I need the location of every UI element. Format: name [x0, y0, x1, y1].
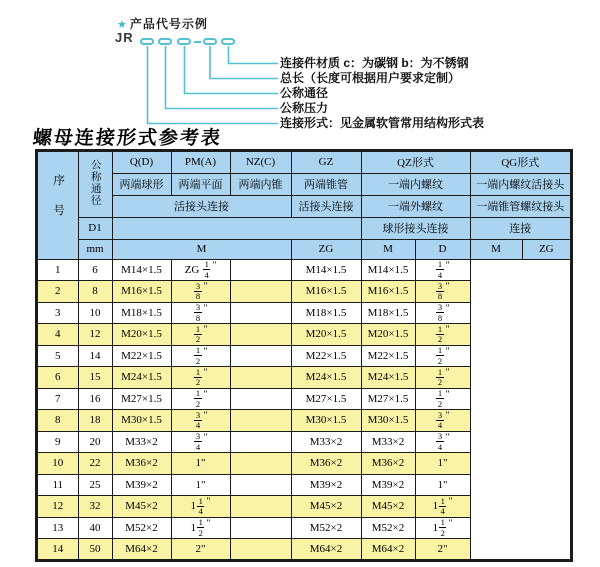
- cell-seq: 10: [37, 453, 78, 475]
- cell-seq: 7: [37, 388, 78, 410]
- header-qz: QZ形式: [361, 151, 470, 173]
- table-row: [37, 345, 571, 367]
- cell-m: M18×1.5: [112, 302, 171, 324]
- cell-gz-zg: $\frac{3}{4}$ ": [171, 431, 230, 453]
- cell-m: M45×2: [112, 496, 171, 518]
- cell-qz-d: M20×1.5: [291, 324, 361, 346]
- header-union-joint: 活接头连接: [112, 195, 291, 217]
- cell-qg-m: M45×2: [361, 496, 415, 518]
- cell-m: M36×2: [112, 453, 171, 475]
- cell-seq: 6: [37, 367, 78, 389]
- cell-gz-zg: $\frac{3}{8}$ ": [171, 302, 230, 324]
- cell-seq: 3: [37, 302, 78, 324]
- table-row: [37, 431, 571, 453]
- cell-dn: 16: [78, 388, 112, 410]
- cell-qg-zg: $\frac{3}{4}$ ": [415, 431, 470, 453]
- cell-qg-m: M16×1.5: [361, 281, 415, 303]
- cell-qz-d: M24×1.5: [291, 367, 361, 389]
- cell-qz-m: [230, 431, 291, 453]
- star-icon: ★: [117, 19, 128, 31]
- cell-qz-m: [230, 453, 291, 475]
- cell-seq: 14: [37, 539, 78, 561]
- header-nz: NZ(C): [230, 151, 291, 173]
- cell-qg-zg: $\frac{1}{2}$ ": [415, 367, 470, 389]
- cell-qg-zg: $\frac{3}{8}$ ": [415, 281, 470, 303]
- cell-qg-zg: 2": [415, 539, 470, 561]
- cell-gz-zg: 1": [171, 474, 230, 496]
- cell-qg-m: M20×1.5: [361, 324, 415, 346]
- cell-gz-zg: $\frac{1}{2}$ ": [171, 324, 230, 346]
- header-pm-sub: 两端平面: [171, 173, 230, 195]
- cell-dn: 14: [78, 345, 112, 367]
- cell-gz-zg: 1 $\frac{1}{4}$ ": [171, 496, 230, 518]
- cell-gz-zg: 1 $\frac{1}{2}$ ": [171, 517, 230, 539]
- cell-seq: 11: [37, 474, 78, 496]
- table-row: [37, 259, 571, 281]
- table-row: [37, 281, 571, 303]
- cell-gz-zg: ZG $\frac{1}{4}$ ": [171, 259, 230, 281]
- cell-dn: 10: [78, 302, 112, 324]
- cell-qz-d: M14×1.5: [291, 259, 361, 281]
- header-qg: QG形式: [470, 151, 571, 173]
- header-qg-sub2: 一端锥管螺纹接头: [470, 195, 571, 217]
- cell-m: M39×2: [112, 474, 171, 496]
- header-gz-joint: 活接头连接: [291, 195, 361, 217]
- cell-qz-m: [230, 517, 291, 539]
- cell-m: M64×2: [112, 539, 171, 561]
- cell-dn: 12: [78, 324, 112, 346]
- cell-seq: 2: [37, 281, 78, 303]
- cell-qz-d: M39×2: [291, 474, 361, 496]
- header-qz-sub2: 一端外螺纹: [361, 195, 470, 217]
- cell-gz-zg: 2": [171, 539, 230, 561]
- cell-qg-m: M39×2: [361, 474, 415, 496]
- header-m: M: [112, 239, 291, 259]
- table-row: [37, 517, 571, 539]
- header-q: Q(D): [112, 151, 171, 173]
- cell-qz-d: M52×2: [291, 517, 361, 539]
- cell-qg-m: M64×2: [361, 539, 415, 561]
- cell-m: M30×1.5: [112, 410, 171, 432]
- callout-total-length: 总长（长度可根据用户要求定制）: [280, 71, 461, 85]
- cell-qg-m: M36×2: [361, 453, 415, 475]
- cell-qz-d: M64×2: [291, 539, 361, 561]
- callout-nominal-pressure: 公称压力: [280, 101, 329, 115]
- cell-gz-zg: $\frac{1}{2}$ ": [171, 367, 230, 389]
- cell-gz-zg: $\frac{3}{8}$ ": [171, 281, 230, 303]
- code-callout-labels: [280, 56, 484, 131]
- cell-qz-d: M36×2: [291, 453, 361, 475]
- callout-connection-type: 连接形式：见金属软管常用结构形式表: [280, 116, 485, 130]
- cell-qz-m: [230, 474, 291, 496]
- header-q-sub: 两端球形: [112, 173, 171, 195]
- table-row: [37, 453, 571, 475]
- cell-m: M33×2: [112, 431, 171, 453]
- cell-qg-zg: 1": [415, 453, 470, 475]
- cell-dn: 32: [78, 496, 112, 518]
- table-row: [37, 474, 571, 496]
- cell-seq: 9: [37, 431, 78, 453]
- cell-qg-m: M24×1.5: [361, 367, 415, 389]
- header-blank: [112, 217, 361, 239]
- header-nz-sub: 两端内锥: [230, 173, 291, 195]
- callout-material: 连接件材质 c：为碳钢 b：为不锈钢: [280, 56, 469, 70]
- cell-qg-m: M30×1.5: [361, 410, 415, 432]
- cell-qz-m: [230, 345, 291, 367]
- table-row: [37, 539, 571, 561]
- cell-dn: 25: [78, 474, 112, 496]
- table-title: 螺母连接形式参考表: [31, 128, 223, 149]
- cell-m: M27×1.5: [112, 388, 171, 410]
- header-gz: GZ: [291, 151, 361, 173]
- cell-qz-m: [230, 281, 291, 303]
- table-row: [37, 388, 571, 410]
- header-d1: D1: [78, 217, 112, 239]
- cell-m: M22×1.5: [112, 345, 171, 367]
- table-row: [37, 367, 571, 389]
- callout-nominal-diameter: 公称通径: [280, 86, 329, 100]
- cell-qz-d: M45×2: [291, 496, 361, 518]
- product-code-example-label: 产品代号示例: [129, 17, 208, 31]
- product-code-prefix: JR: [115, 30, 134, 45]
- cell-qz-d: M30×1.5: [291, 410, 361, 432]
- header-qg-m: M: [470, 239, 522, 259]
- cell-qz-m: [230, 496, 291, 518]
- cell-qg-zg: $\frac{1}{2}$ ": [415, 388, 470, 410]
- cell-dn: 22: [78, 453, 112, 475]
- cell-qg-m: M22×1.5: [361, 345, 415, 367]
- cell-m: M20×1.5: [112, 324, 171, 346]
- cell-m: M24×1.5: [112, 367, 171, 389]
- cell-dn: 15: [78, 367, 112, 389]
- cell-m: M16×1.5: [112, 281, 171, 303]
- cell-seq: 4: [37, 324, 78, 346]
- cell-qg-m: M33×2: [361, 431, 415, 453]
- cell-gz-zg: $\frac{1}{2}$ ": [171, 388, 230, 410]
- cell-gz-zg: $\frac{3}{4}$ ": [171, 410, 230, 432]
- cell-dn: 6: [78, 259, 112, 281]
- cell-qg-zg: 1 $\frac{1}{4}$ ": [415, 496, 470, 518]
- cell-qg-zg: $\frac{1}{2}$ ": [415, 324, 470, 346]
- cell-qg-zg: $\frac{3}{4}$ ": [415, 410, 470, 432]
- header-qz-d: D: [415, 239, 470, 259]
- header-zg: ZG: [291, 239, 361, 259]
- cell-m: M14×1.5: [112, 259, 171, 281]
- cell-m: M52×2: [112, 517, 171, 539]
- cell-qg-zg: $\frac{1}{2}$ ": [415, 345, 470, 367]
- cell-gz-zg: 1": [171, 453, 230, 475]
- table-row: [37, 324, 571, 346]
- header-qg-sub3: 连接: [470, 217, 571, 239]
- cell-qz-d: M18×1.5: [291, 302, 361, 324]
- header-qg-sub1: 一端内螺纹活接头: [470, 173, 571, 195]
- cell-qg-zg: 1": [415, 474, 470, 496]
- header-pm: PM(A): [171, 151, 230, 173]
- cell-gz-zg: $\frac{1}{2}$ ": [171, 345, 230, 367]
- table-row: [37, 302, 571, 324]
- cell-qz-m: [230, 259, 291, 281]
- cell-qz-m: [230, 388, 291, 410]
- cell-qg-m: M52×2: [361, 517, 415, 539]
- header-index: 序号: [37, 151, 78, 259]
- cell-dn: 18: [78, 410, 112, 432]
- cell-seq: 5: [37, 345, 78, 367]
- cell-qz-m: [230, 367, 291, 389]
- cell-qz-d: M27×1.5: [291, 388, 361, 410]
- cell-qg-zg: 1 $\frac{1}{2}$ ": [415, 517, 470, 539]
- cell-qz-m: [230, 302, 291, 324]
- cell-qg-m: M14×1.5: [361, 259, 415, 281]
- cell-qz-m: [230, 410, 291, 432]
- cell-seq: 13: [37, 517, 78, 539]
- cell-qz-d: M22×1.5: [291, 345, 361, 367]
- cell-qg-m: M18×1.5: [361, 302, 415, 324]
- cell-qz-m: [230, 539, 291, 561]
- header-qz-m: M: [361, 239, 415, 259]
- cell-dn: 50: [78, 539, 112, 561]
- cell-qg-zg: $\frac{3}{8}$ ": [415, 302, 470, 324]
- cell-dn: 8: [78, 281, 112, 303]
- header-qz-sub1: 一端内螺纹: [361, 173, 470, 195]
- cell-qz-m: [230, 324, 291, 346]
- cell-seq: 1: [37, 259, 78, 281]
- header-mm: mm: [78, 239, 112, 259]
- cell-seq: 8: [37, 410, 78, 432]
- table-row: [37, 496, 571, 518]
- cell-seq: 12: [37, 496, 78, 518]
- cell-qz-d: M16×1.5: [291, 281, 361, 303]
- header-qg-zg: ZG: [522, 239, 571, 259]
- cell-qg-zg: $\frac{1}{4}$ ": [415, 259, 470, 281]
- cell-dn: 40: [78, 517, 112, 539]
- cell-dn: 20: [78, 431, 112, 453]
- table-row: [37, 410, 571, 432]
- cell-qz-d: M33×2: [291, 431, 361, 453]
- table-body: [37, 259, 571, 560]
- cell-qg-m: M27×1.5: [361, 388, 415, 410]
- header-nominal-diameter: 公称通径: [78, 151, 112, 217]
- header-qz-sub3: 球形接头连接: [361, 217, 470, 239]
- header-gz-sub: 两端锥管: [291, 173, 361, 195]
- nut-connection-table: [36, 150, 572, 561]
